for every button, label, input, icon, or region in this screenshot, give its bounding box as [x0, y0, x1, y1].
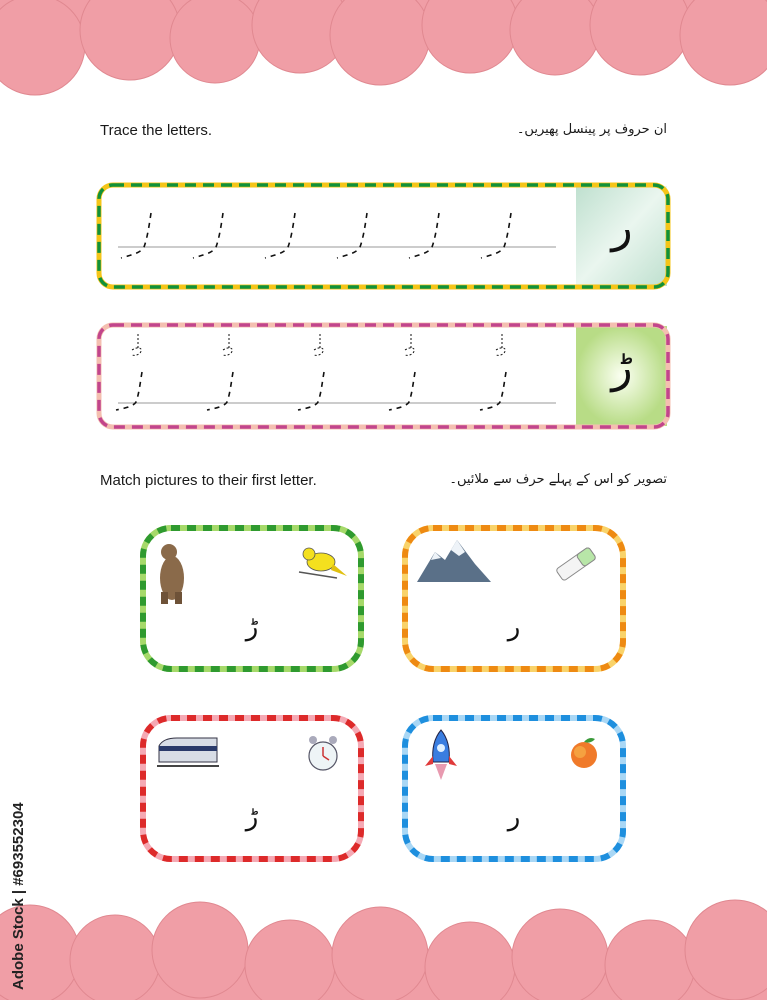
bird-picture [297, 542, 349, 582]
dashed-letter-guides [121, 213, 511, 258]
bottom-cloud-border [0, 895, 767, 1000]
dashed-letter-guides [116, 334, 506, 410]
match-heading-ur: تصویر کو اس کے پہلے حرف سے ملائیں۔ [449, 472, 667, 487]
rocket-picture [423, 728, 459, 784]
card-letter: ڑ [245, 612, 259, 642]
model-letter: ڑ [611, 342, 633, 393]
trace-heading-ur: ان حروف پر پینسل پھیریں۔ [516, 122, 667, 137]
model-letter: ر [611, 202, 633, 253]
trace-heading-en: Trace the letters. [100, 122, 212, 139]
card-letter: ر [507, 802, 521, 832]
alarm-clock-picture [305, 732, 341, 778]
mountain-picture [417, 538, 491, 584]
match-heading-en: Match pictures to their first letter. [100, 472, 317, 489]
card-letter: ڑ [245, 802, 259, 832]
trace-row-re [96, 182, 671, 290]
train-picture [157, 734, 219, 770]
eraser-picture [551, 546, 601, 582]
match-card [401, 714, 627, 863]
match-card [401, 524, 627, 673]
match-card [139, 524, 365, 673]
bear-picture [155, 542, 189, 604]
peach-picture [567, 736, 601, 770]
match-card [139, 714, 365, 863]
top-cloud-border [0, 0, 767, 100]
stock-watermark: Adobe Stock | #693552304 [10, 802, 27, 990]
trace-row-rre [96, 322, 671, 430]
card-letter: ر [507, 612, 521, 642]
